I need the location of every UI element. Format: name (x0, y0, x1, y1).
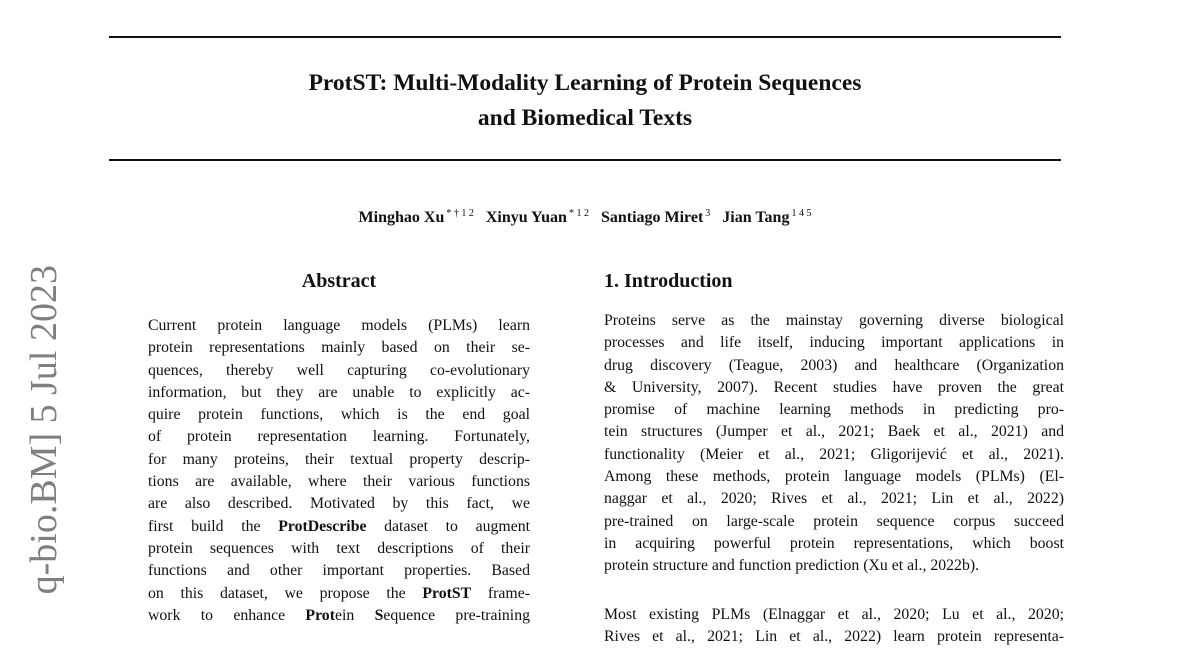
framework-name-protst: ProtST (422, 584, 472, 602)
author (601, 209, 710, 226)
author-affiliation-marks: * 1 2 (568, 208, 589, 219)
abstract-text-run: dataset to augment (366, 517, 530, 535)
abstract-line: functions and other important properties. Based (148, 562, 530, 580)
abstract-text-run: ein (334, 606, 375, 624)
abstract-line (148, 583, 530, 605)
acronym-s: S (374, 606, 384, 624)
abstract-line: tions are available, where their various functions (148, 473, 530, 491)
author-name: Xinyu Yuan (485, 209, 567, 226)
intro-line: drug discovery (Teague, 2003) and healthcare (Organization (604, 356, 1064, 374)
introduction-heading: 1. Introduction (604, 270, 733, 292)
author-affiliation-marks: * † 1 2 (446, 208, 474, 219)
abstract-text-run: equence pre-training (383, 606, 530, 624)
dataset-name-protdescribe: ProtDescribe (278, 517, 367, 535)
abstract-line (148, 605, 530, 627)
intro-line: protein structure and function prediction (Xu et al., 2022b). (604, 557, 980, 575)
abstract-line (148, 516, 530, 538)
author-name: Jian Tang (722, 209, 790, 226)
abstract-line: are also described. Motivated by this fact, we (148, 495, 530, 513)
abstract-line: protein sequences with text descriptions of their (148, 539, 530, 557)
abstract-line: protein representations mainly based on their se- (148, 339, 530, 357)
abstract-text-run: work to enhance (148, 606, 306, 624)
intro-line: Rives et al., 2021; Lin et al., 2022) learn protein representa- (604, 628, 1064, 646)
introduction-paragraph-1 (604, 310, 1064, 578)
intro-line: & University, 2007). Recent studies have proven the great (604, 378, 1064, 396)
intro-line: processes and life itself, inducing important applications in (604, 334, 1064, 352)
abstract-line: Current protein language models (PLMs) learn (148, 317, 530, 334)
abstract-line: quire protein functions, which is the end goal (148, 406, 530, 424)
paper-title-line-1: ProtST: Multi-Modality Learning of Protein Sequences (308, 70, 862, 96)
author-list (109, 203, 1061, 229)
author (486, 209, 589, 226)
author-affiliation-marks: 3 (705, 208, 711, 219)
acronym-prot: Prot (305, 606, 335, 624)
abstract-heading: Abstract (301, 270, 377, 292)
abstract-text-run: frame- (471, 584, 530, 602)
intro-line: naggar et al., 2020; Rives et al., 2021; Lin et al., 2022) (604, 490, 1064, 508)
title-bottom-rule (109, 159, 1061, 161)
abstract-text-run: first build the (148, 517, 279, 535)
abstract-line: of protein representation learning. Fortunately, (148, 428, 530, 446)
author-affiliation-marks: 1 4 5 (791, 208, 812, 219)
author-name: Santiago Miret (600, 209, 704, 226)
arxiv-sidebar-stamp: q-bio.BM] 5 Jul 2023 (23, 265, 65, 595)
author (359, 209, 474, 226)
abstract-line: information, but they are unable to explicitly ac- (148, 383, 530, 401)
title-top-rule (109, 36, 1061, 38)
paper-title (109, 66, 1061, 136)
paper-title-line-2: and Biomedical Texts (477, 105, 693, 131)
intro-line: functionality (Meier et al., 2021; Gligorijević et al., 2021). (604, 445, 1064, 463)
abstract-line: for many proteins, their textual property descrip- (148, 450, 530, 468)
abstract-body (148, 315, 530, 627)
introduction-paragraph-2 (604, 604, 1064, 649)
author (722, 209, 811, 226)
intro-line: promise of machine learning methods in predicting pro- (604, 401, 1064, 419)
intro-line: Proteins serve as the mainstay governing diverse biological (604, 312, 1064, 329)
intro-line: in acquiring powerful protein representations, which boost (604, 534, 1064, 552)
abstract-line: quences, thereby well capturing co-evolutionary (148, 361, 530, 379)
author-name: Minghao Xu (358, 209, 445, 226)
abstract-text-run: on this dataset, we propose the (148, 584, 423, 602)
intro-line: Among these methods, protein language models (PLMs) (El- (604, 468, 1064, 486)
intro-line: tein structures (Jumper et al., 2021; Baek et al., 2021) and (604, 423, 1064, 441)
intro-line: pre-trained on large-scale protein sequence corpus succeed (604, 512, 1064, 530)
intro-line: Most existing PLMs (Elnaggar et al., 2020; Lu et al., 2020; (604, 606, 1064, 623)
